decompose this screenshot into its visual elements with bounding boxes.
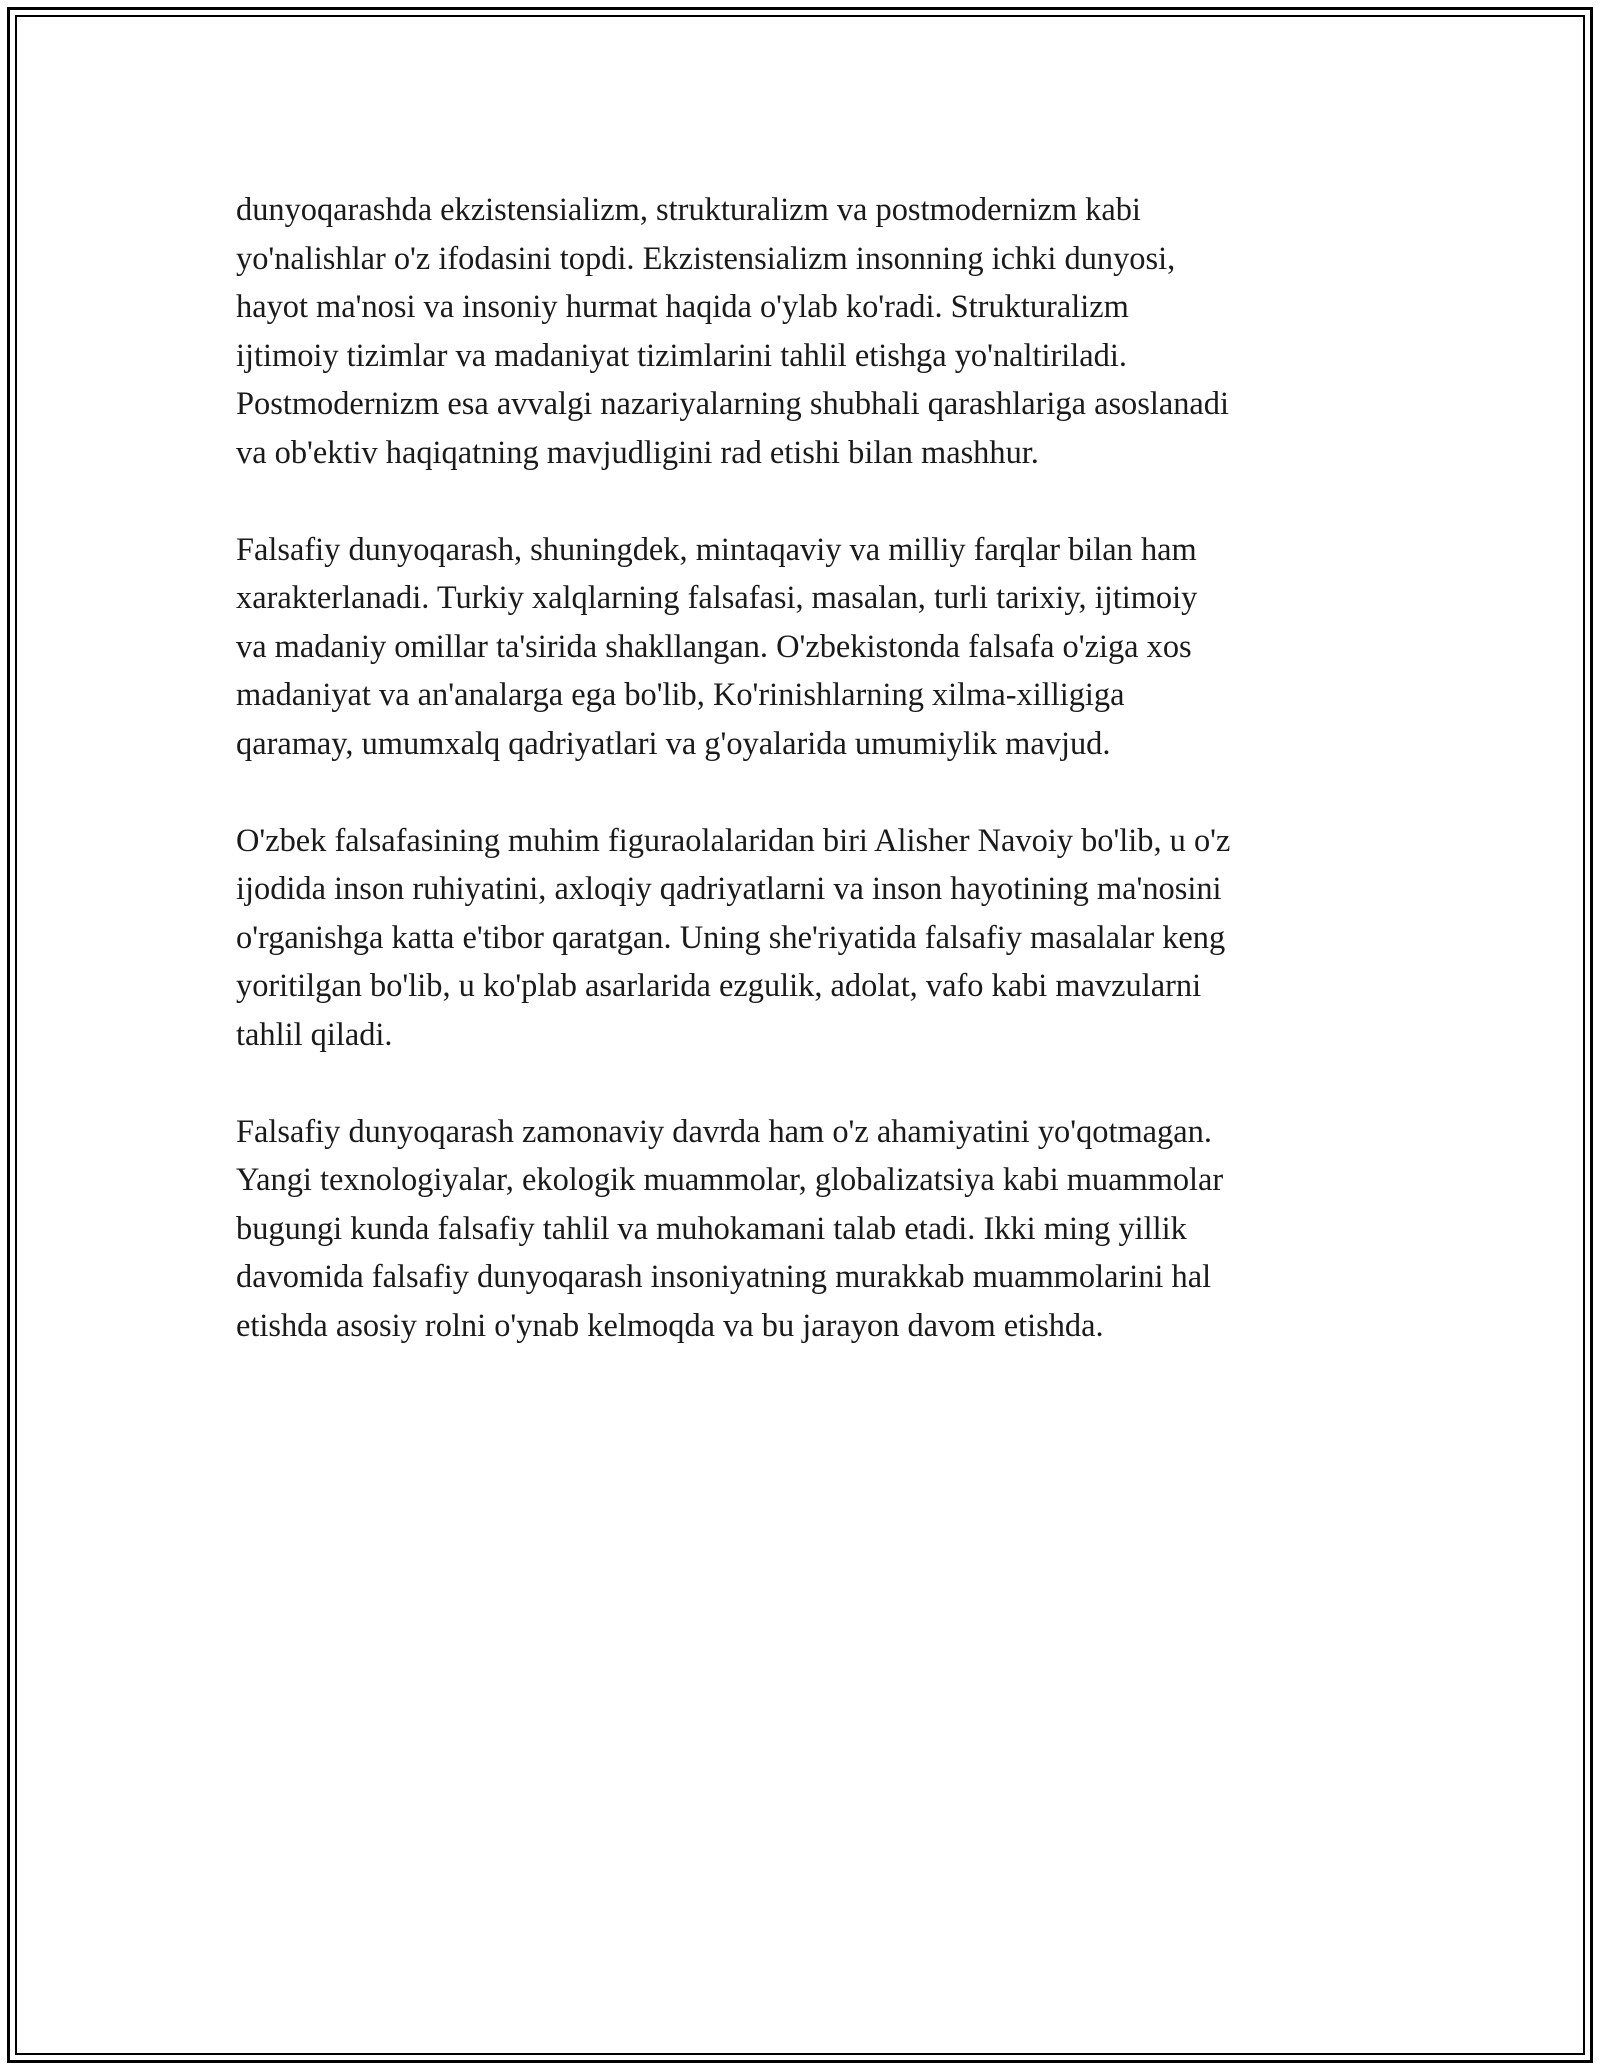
text-line: va madaniy omillar ta'sirida shakllangan. O'zbekistonda falsafa o'ziga xos bbox=[236, 628, 1192, 665]
text-line: etishda asosiy rolni o'ynab kelmoqda va bu jarayon davom etishda. bbox=[236, 1307, 1104, 1344]
text-line: xarakterlanadi. Turkiy xalqlarning falsafasi, masalan, turli tarixiy, ijtimoiy bbox=[236, 580, 1198, 616]
text-line: O'zbek falsafasining muhim figuraolalaridan biri Alisher Navoiy bo'lib, u o'z bbox=[236, 822, 1231, 859]
text-line: yoritilgan bo'lib, u ko'plab asarlarida ezgulik, adolat, vafo kabi mavzularni bbox=[236, 968, 1202, 1004]
text-line: Falsafiy dunyoqarash zamonaviy davrda ham o'z ahamiyatini yo'qotmagan. bbox=[236, 1113, 1212, 1150]
text-line: Postmodernizm esa avvalgi nazariyalarning shubhali qarashlariga asoslanadi bbox=[236, 386, 1229, 422]
text-line: hayot ma'nosi va insoniy hurmat haqida o'ylab ko'radi. Strukturalizm bbox=[236, 289, 1129, 325]
paragraph-4 bbox=[236, 1108, 1366, 1351]
paragraph-3 bbox=[236, 817, 1366, 1060]
text-line: yo'nalishlar o'z ifodasini topdi. Ekzistensializm insonning ichki dunyosi, bbox=[236, 240, 1176, 277]
text-line: tahlil qiladi. bbox=[236, 1016, 393, 1053]
paragraph-2 bbox=[236, 526, 1366, 769]
document-body bbox=[236, 186, 1366, 1399]
text-line: ijtimoiy tizimlar va madaniyat tizimlarini tahlil etishga yo'naltiriladi. bbox=[236, 337, 1127, 374]
text-line: qaramay, umumxalq qadriyatlari va g'oyalarida umumiylik mavjud. bbox=[236, 725, 1111, 762]
paragraph-1 bbox=[236, 186, 1366, 477]
text-line: bugungi kunda falsafiy tahlil va muhokamani talab etadi. Ikki ming yillik bbox=[236, 1210, 1187, 1247]
text-line: o'rganishga katta e'tibor qaratgan. Uning she'riyatida falsafiy masalalar keng bbox=[236, 919, 1226, 956]
text-line: madaniyat va an'analarga ega bo'lib, Ko'rinishlarning xilma-xilligiga bbox=[236, 677, 1125, 713]
text-line: Falsafiy dunyoqarash, shuningdek, mintaqaviy va milliy farqlar bilan ham bbox=[236, 531, 1197, 568]
text-line: va ob'ektiv haqiqatning mavjudligini rad etishi bilan mashhur. bbox=[236, 434, 1039, 471]
text-line: dunyoqarashda ekzistensializm, strukturalizm va postmodernizm kabi bbox=[236, 192, 1141, 228]
text-line: ijodida inson ruhiyatini, axloqiy qadriyatlarni va inson hayotining ma'nosini bbox=[236, 871, 1222, 907]
text-line: Yangi texnologiyalar, ekologik muammolar, globalizatsiya kabi muammolar bbox=[236, 1162, 1224, 1198]
text-line: davomida falsafiy dunyoqarash insoniyatning murakkab muammolarini hal bbox=[236, 1259, 1212, 1295]
